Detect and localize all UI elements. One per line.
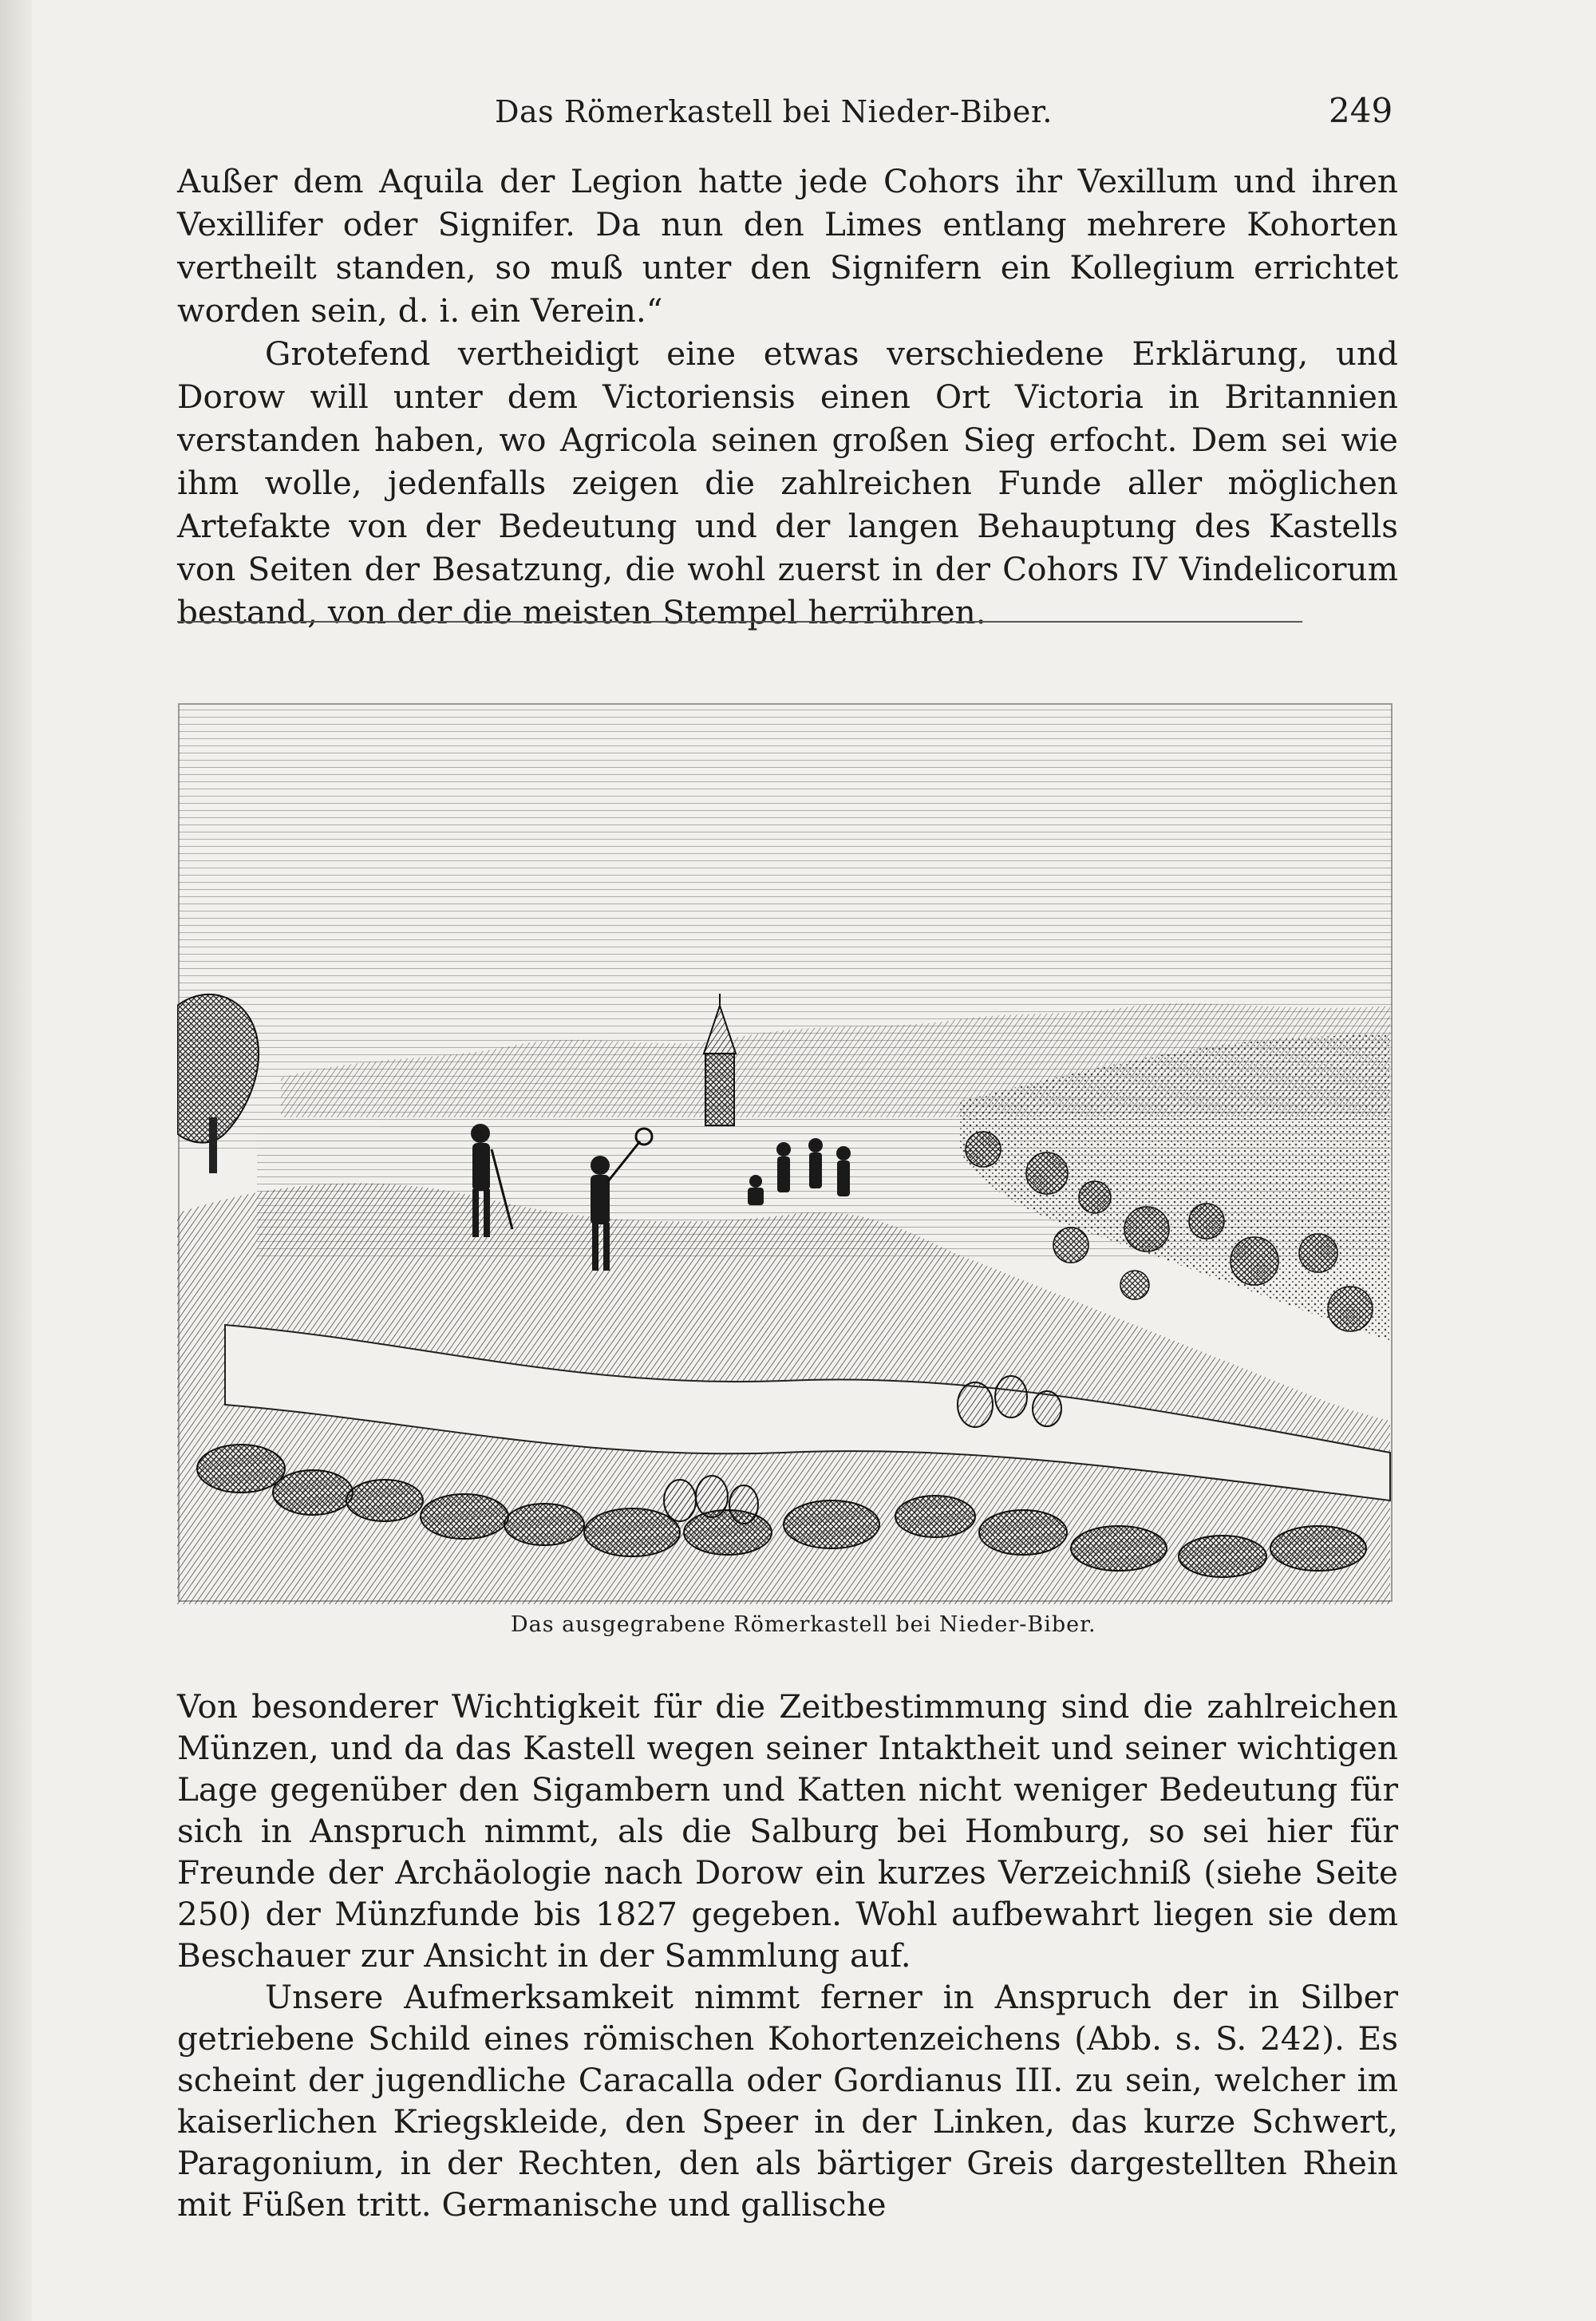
page-number: 249: [1329, 91, 1393, 130]
body-text-bottom: [177, 1686, 1398, 2225]
paragraph: Grotefend vertheidigt eine etwas verschiedene Erklärung, und Dorow will unter dem Victoriensis einen Ort Victoria in Britannien verstanden haben, wo Agricola seinen großen Sieg erfocht. Dem sei wie ihm wolle, jedenfalls zeigen die zahlreichen Funde aller möglichen Artefakte von der Bedeutung und der langen Behauptung des Kastells von Seiten der Besatzung, die wohl zuerst in der Cohors IV Vindelicorum bestand, von der die meisten Stempel herrühren.: [177, 334, 1398, 631]
figure-caption: Das ausgegrabene Römerkastell bei Nieder-Biber.: [511, 1612, 1096, 1637]
paragraph: Unsere Aufmerksamkeit nimmt ferner in Anspruch der in Silber getriebene Schild eines römischen Kohortenzeichens (Abb. s. S. 242). Es scheint der jugendliche Caracalla oder Gordianus III. zu sein, welcher im kaiserlichen Kriegskleide, den Speer in der Linken, das kurze Schwert, Paragonium, in der Rechten, den als bärtiger Greis dargestellten Rhein mit Füßen tritt. Germanische und gallische: [177, 1978, 1398, 2224]
separator-rule: [177, 621, 1302, 623]
paragraph: Außer dem Aquila der Legion hatte jede Cohors ihr Vexillum und ihren Vexillifer oder Signifer. Da nun den Limes entlang mehrere Kohorten vertheilt standen, so muß unter den Signifern ein Kollegium errichtet worden sein, d. i. ein Verein.“: [177, 162, 1398, 330]
body-text-top: [177, 160, 1398, 634]
running-title: Das Römerkastell bei Nieder-Biber.: [495, 94, 1053, 129]
page-gutter-shadow: [0, 0, 32, 2321]
paragraph: Von besonderer Wichtigkeit für die Zeitbestimmung sind die zahlreichen Münzen, und da das Kastell wegen seiner Intaktheit und seiner wichtigen Lage gegenüber den Sigambern und Katten nicht weniger Bedeutung für sich in Anspruch nimmt, als die Salburg bei Homburg, so sei hier für Freunde der Archäologie nach Dorow ein kurzes Verzeichniß (siehe Seite 250) der Münzfunde bis 1827 gegeben. Wohl aufbewahrt liegen sie dem Beschauer zur Ansicht in der Sammlung auf.: [177, 1687, 1398, 1975]
engraving-illustration: [177, 702, 1398, 1604]
